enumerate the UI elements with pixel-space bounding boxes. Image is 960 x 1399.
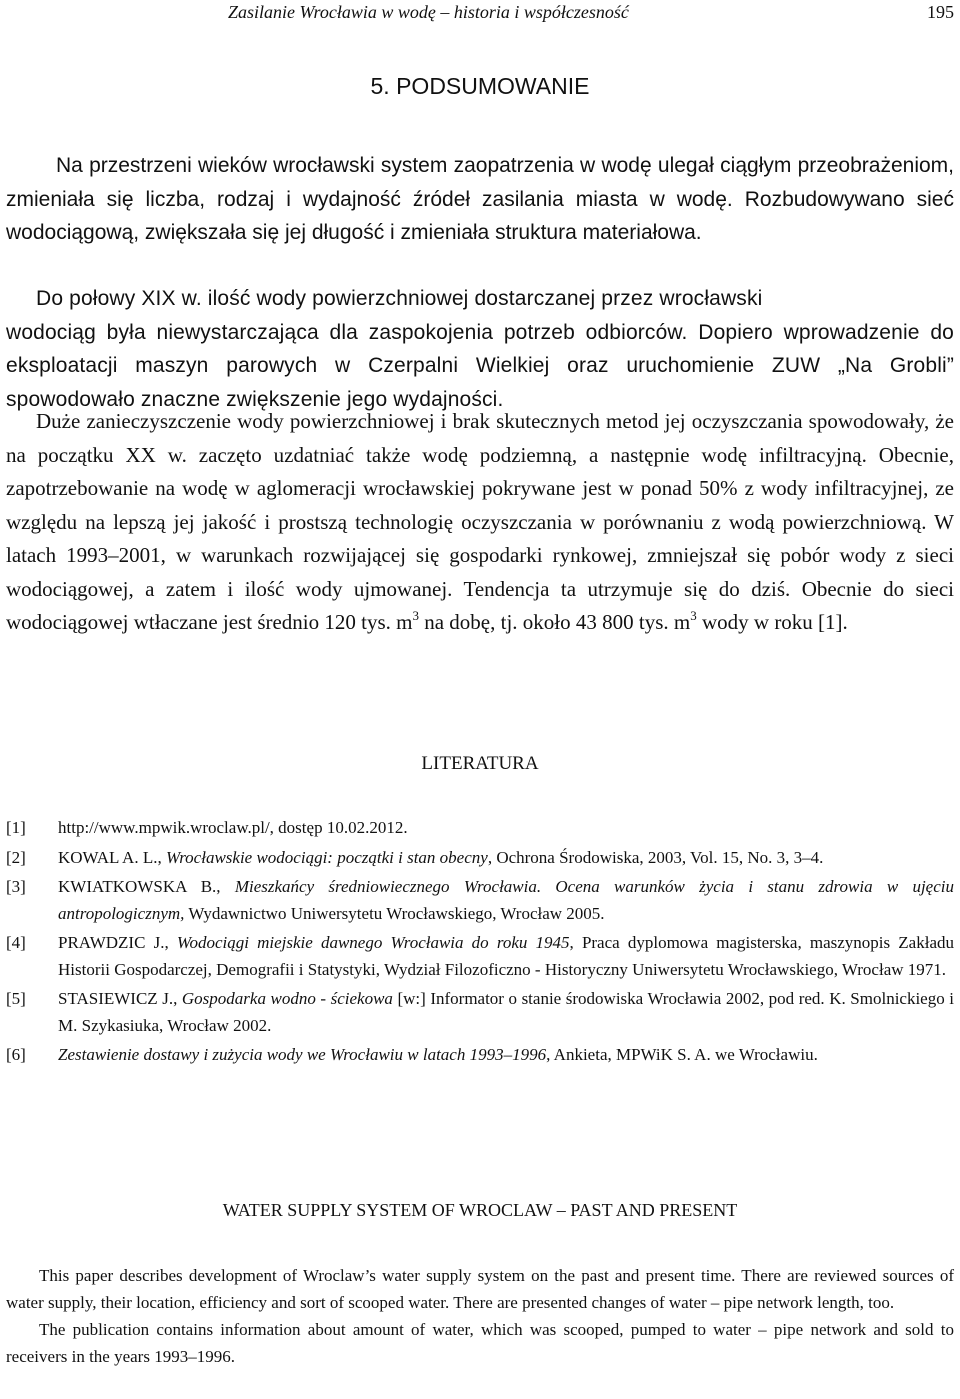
summary-paragraph-3 [6, 405, 954, 640]
reference-item [6, 815, 954, 842]
reference-item [6, 930, 954, 983]
reference-number: [3] [6, 877, 26, 896]
paragraph-text-part-b: na dobę, tj. około 43 800 tys. m [418, 610, 691, 634]
reference-title: Gospodarka wodno - ściekowa [181, 989, 393, 1008]
page-number: 195 [927, 2, 954, 22]
reference-item [6, 1042, 954, 1069]
reference-list [6, 815, 954, 1072]
summary-paragraph-2 [6, 282, 954, 416]
reference-item [6, 845, 954, 872]
reference-text: http://www.mpwik.wroclaw.pl/, dostęp 10.02.2012. [58, 818, 408, 837]
reference-source: [w:] Informator o stanie środowiska Wrocławia 2002, pod red. K. Smolnickiego i M. Szykasiuka, Wrocław 2002. [58, 989, 954, 1035]
paragraph-text-first-line: Do połowy XIX w. ilość wody powierzchniowej dostarczanej przez wrocławski [36, 287, 763, 310]
reference-author: STASIEWICZ J., [58, 989, 182, 1008]
reference-author: KWIATKOWSKA B., [58, 877, 235, 896]
running-header [0, 2, 960, 28]
superscript-3: 3 [690, 608, 697, 623]
paragraph-text-continued: wodociąg była niewystarczająca dla zaspokojenia potrzeb odbiorców. Dopiero wprowadzenie do eksploatacji maszyn parowych w Czerpalni Wielkiej oraz uruchomienie ZUW „Na Grobli” spowodowało znaczne zwiększenie jego wydajności. [6, 320, 954, 411]
section-title: 5. PODSUMOWANIE [370, 73, 590, 99]
literature-title: LITERATURA [421, 753, 539, 774]
english-abstract [6, 1262, 954, 1370]
reference-author: PRAWDZIC J., [58, 933, 177, 952]
reference-source: , Ankieta, MPWiK S. A. we Wrocławiu. [546, 1045, 818, 1064]
reference-title: Zestawienie dostawy i zużycia wody we Wrocławiu w latach 1993–1996 [58, 1045, 547, 1064]
reference-title: Wodociągi miejskie dawnego Wrocławia do roku 1945 [176, 933, 570, 952]
reference-number: [1] [6, 818, 26, 837]
abstract-paragraph-2: The publication contains information about amount of water, which was scooped, pumped to water – pipe network and sold to receivers in the years 1993–1996. [6, 1320, 954, 1366]
running-title: Zasilanie Wrocławia w wodę – historia i współczesność [228, 2, 629, 22]
reference-item [6, 986, 954, 1039]
reference-title: Mieszkańcy średniowiecznego Wrocławia. Ocena warunków życia i stanu zdrowia w ujęciu antropologicznym, [58, 877, 954, 923]
reference-number: [4] [6, 933, 26, 952]
reference-source: Wydawnictwo Uniwersytetu Wrocławskiego, Wrocław 2005. [184, 903, 605, 923]
reference-number: [6] [6, 1045, 26, 1064]
paragraph-text [6, 405, 954, 640]
abstract-paragraph-1: This paper describes development of Wroclaw’s water supply system on the past and present time. There are reviewed sources of water supply, their location, efficiency and sort of scooped water. There are presented changes of water – pipe network length, too. [6, 1266, 954, 1312]
reference-title: Wrocławskie wodociągi: początki i stan obecny [165, 847, 488, 867]
paragraph-text: Na przestrzeni wieków wrocławski system zaopatrzenia w wodę ulegał ciągłym przeobrażeniom, zmieniała się liczba, rodzaj i wydajność źródeł zasilania miasta w wodę. Rozbudowywano sieć wodociągową, zwiększała się jej długość i zmieniała struktura materiałowa. [6, 154, 954, 244]
reference-item [6, 874, 954, 927]
paragraph-text-part-a: Duże zanieczyszczenie wody powierzchniowej i brak skutecznych metod jej oczyszczania spowodowały, że na początku XX w. zaczęto uzdatniać także wodę podziemną, a następnie wodę infiltracyjną. Obecnie, zapotrzebowanie na wodę w aglomeracji wrocławskiej pokrywane jest w ponad 50% z wody infiltracyjnej, ze względu na lepszą jej jakość i prostszą technologię oczyszczania w porównaniu z wodą powierzchniową. W latach 1993–2001, w warunkach rozwijającej się gospodarki rynkowej, zmniejszał się pobór wody z sieci wodociągowej, a zatem i ilość wody ujmowanej. Tendencja ta utrzymuje się do dziś. Obecnie do sieci wodociągowej wtłaczane jest średnio 120 tys. m [6, 409, 954, 634]
english-title: WATER SUPPLY SYSTEM OF WROCLAW – PAST AND PRESENT [222, 1200, 738, 1220]
reference-author: KOWAL A. L., [58, 847, 166, 867]
summary-paragraph-1 [6, 149, 954, 250]
paragraph-text-part-c: wody w roku [1]. [696, 610, 848, 634]
reference-number: [2] [6, 847, 26, 867]
reference-source: , Praca dyplomowa magisterska, maszynopis Zakładu Historii Gospodarczej, Demografii i Statystyki, Wydział Filozoficzno - Historyczny Uniwersytetu Wrocławskiego, Wrocław 1971. [58, 933, 954, 979]
reference-source: , Ochrona Środowiska, 2003, Vol. 15, No. 3, 3–4. [487, 847, 824, 867]
superscript-3: 3 [412, 608, 419, 623]
reference-number: [5] [6, 989, 26, 1008]
